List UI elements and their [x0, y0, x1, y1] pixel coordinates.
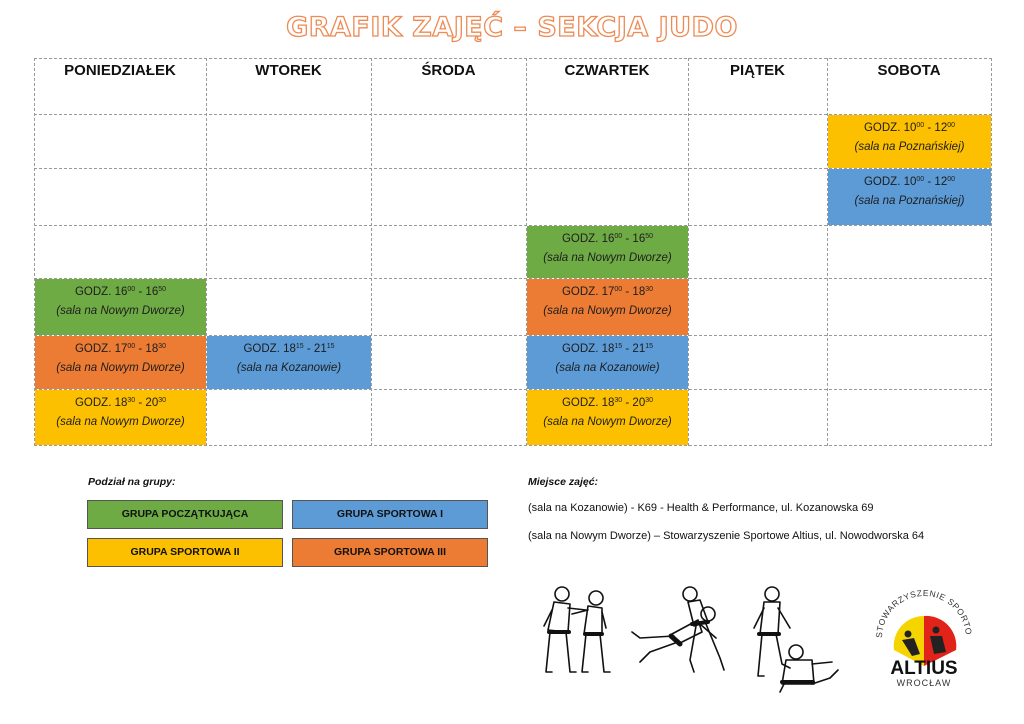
grid-line [34, 58, 992, 59]
logo-name: ALTIUS [890, 658, 958, 679]
session-place: (sala na Nowym Dworze) [56, 416, 185, 428]
legend-group-sport-2: GRUPA SPORTOWA II [87, 538, 283, 567]
session-cell: GODZ. $18^{30} - 20^{30}$ (sala na Nowym Dworze) [35, 390, 206, 445]
session-place: (sala na Nowym Dworze) [543, 252, 672, 264]
session-place: (sala na Nowym Dworze) [543, 305, 672, 317]
page-title: GRAFIK ZAJĘĆ – SEKCJA JUDO [286, 12, 738, 43]
judo-figure-pair-throw [632, 587, 724, 672]
session-cell: GODZ. $16^{00} - 16^{50}$ (sala na Nowym Dworze) [527, 226, 688, 278]
legend-group-beginner: GRUPA POCZĄTKUJĄCA [87, 500, 283, 529]
grid-line [688, 58, 689, 446]
session-place: (sala na Nowym Dworze) [543, 416, 672, 428]
day-header-wednesday: ŚRODA [421, 62, 476, 79]
session-place: (sala na Kozanowie) [236, 362, 342, 374]
session-cell: GODZ. $18^{15} - 21^{15}$ (sala na Kozanowie) [207, 336, 371, 389]
day-header-saturday: SOBOTA [877, 62, 941, 79]
place-nowy-dwor: (sala na Nowym Dworze) – Stowarzyszenie Sportowe Altius, ul. Nowodworska 64 [528, 530, 925, 542]
session-place: (sala na Poznańskiej) [854, 141, 965, 153]
groups-legend-title: Podział na grupy: [88, 476, 176, 488]
place-kozanow: (sala na Kozanowie) - K69 - Health & Performance, ul. Kozanowska 69 [528, 502, 874, 514]
session-cell: GODZ. $16^{00} - 16^{50}$ (sala na Nowym Dworze) [35, 279, 206, 335]
session-place: (sala na Nowym Dworze) [56, 305, 185, 317]
session-place: (sala na Nowym Dworze) [56, 362, 185, 374]
altius-logo [864, 578, 984, 701]
session-cell: GODZ. $17^{00} - 18^{30}$ (sala na Nowym Dworze) [35, 336, 206, 389]
logo-city: WROCŁAW [896, 678, 952, 688]
judo-illustration [540, 580, 845, 698]
judo-figure-pair-ground [754, 587, 838, 692]
legend-group-sport-1: GRUPA SPORTOWA I [292, 500, 488, 529]
session-cell: GODZ. $17^{00} - 18^{30}$ (sala na Nowym Dworze) [527, 279, 688, 335]
session-place: (sala na Kozanowie) [555, 362, 660, 374]
session-cell: GODZ. $18^{30} - 20^{30}$ (sala na Nowym Dworze) [527, 390, 688, 445]
grid-line [991, 58, 992, 446]
session-cell: GODZ. $10^{00} - 12^{00}$ (sala na Poznańskiej) [828, 115, 991, 168]
grid-line [34, 445, 992, 446]
session-cell: GODZ. $18^{15} - 21^{15}$ (sala na Kozanowie) [527, 336, 688, 389]
places-title: Miejsce zajęć: [528, 476, 599, 488]
day-header-friday: PIĄTEK [729, 62, 785, 79]
legend-group-sport-3: GRUPA SPORTOWA III [292, 538, 488, 567]
grid-line [371, 58, 372, 446]
judo-figure-pair-grip [544, 587, 610, 672]
svg-text:STOWARZYSZENIE SPORTOWE: STOWARZYSZENIE SPORTO [873, 587, 974, 639]
day-header-tuesday: WTOREK [255, 62, 322, 79]
day-header-monday: PONIEDZIAŁEK [64, 62, 176, 79]
session-cell: GODZ. $10^{00} - 12^{00}$ (sala na Poznańskiej) [828, 169, 991, 225]
grid-line [34, 225, 992, 226]
day-header-thursday: CZWARTEK [564, 62, 650, 79]
session-place: (sala na Poznańskiej) [854, 195, 965, 207]
